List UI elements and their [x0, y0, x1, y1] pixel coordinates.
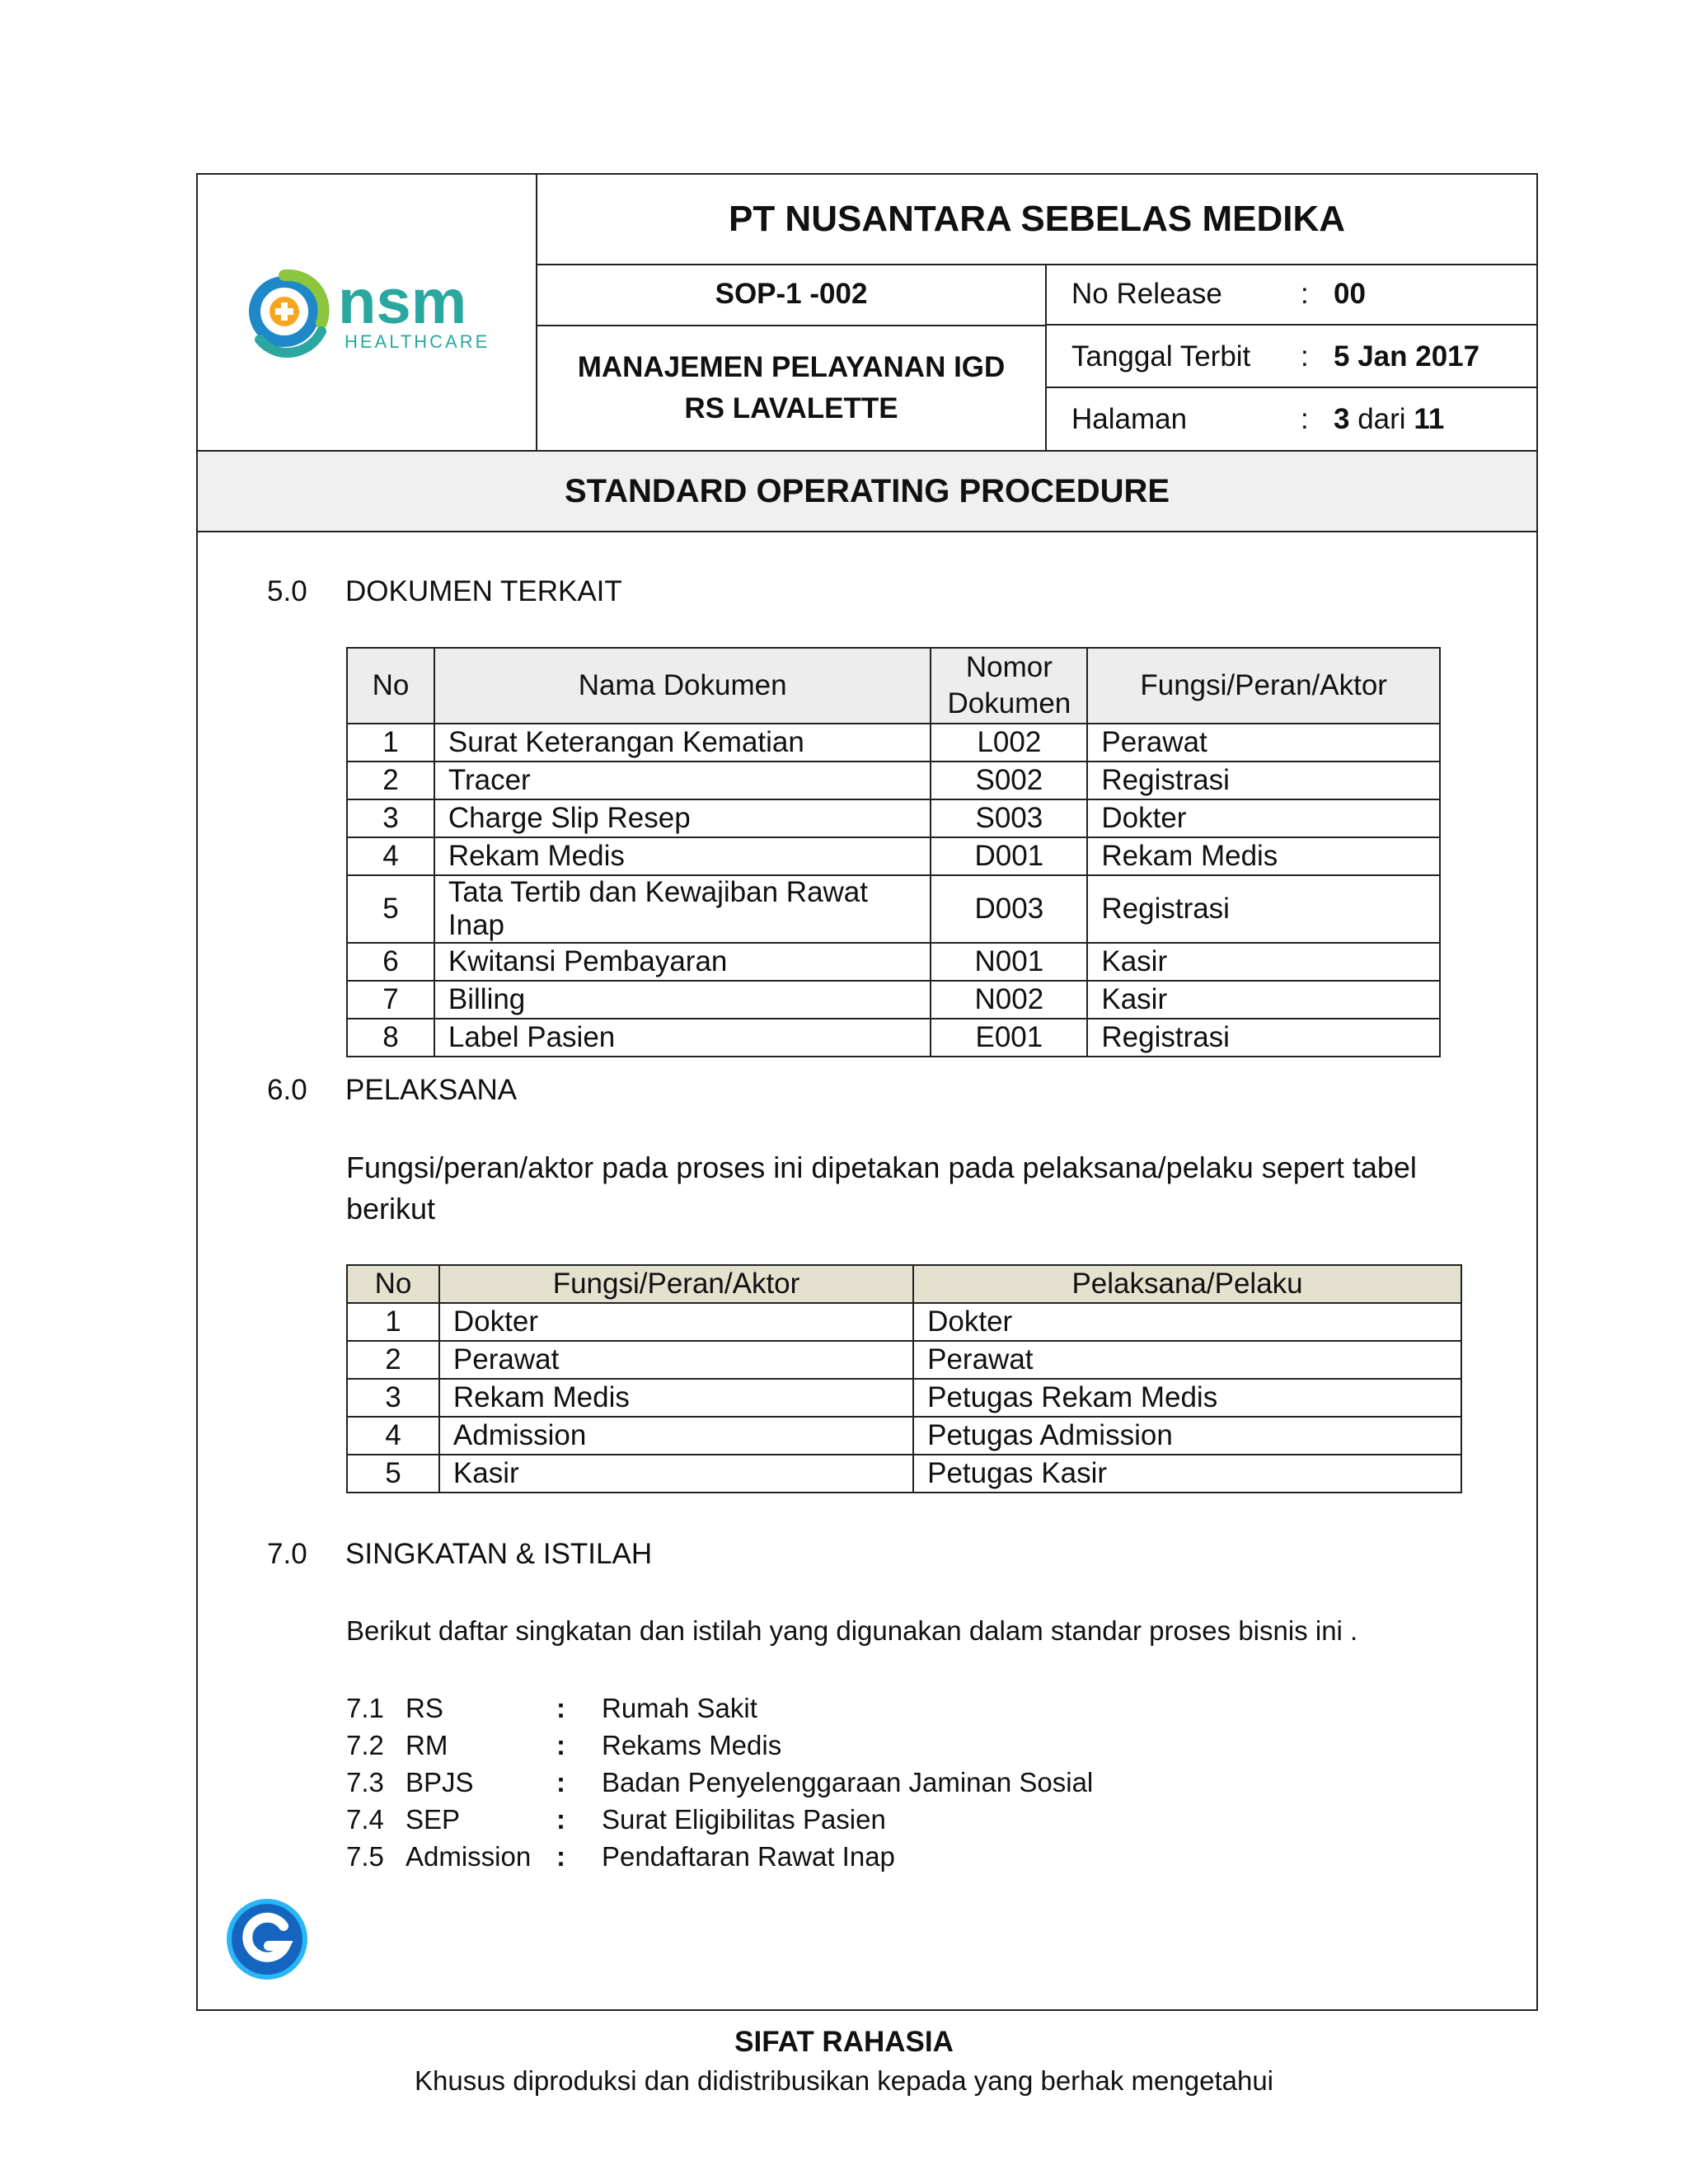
item-number: 7.1	[346, 1693, 384, 1723]
item-value: Pendaftaran Rawat Inap	[602, 1841, 895, 1872]
table-row	[347, 724, 1440, 762]
item-colon: :	[556, 1804, 565, 1835]
abbreviation-list	[346, 1690, 1170, 1875]
intro-line: berikut	[346, 1192, 436, 1226]
sop-title-line2: RS LAVALETTE	[684, 392, 898, 424]
item-number: 7.4	[346, 1804, 384, 1835]
item-number: 7.5	[346, 1841, 384, 1872]
cell-fungsi: Registrasi	[1087, 762, 1440, 799]
cell-fungsi: Rekam Medis	[439, 1379, 913, 1417]
column-header: Fungsi/Peran/Aktor	[439, 1265, 913, 1303]
table-row	[347, 1455, 1461, 1493]
section-title: PELAKSANA	[345, 1074, 518, 1106]
cell-no: 4	[347, 837, 434, 875]
section-number: 6.0	[267, 1074, 307, 1106]
cell-no: 5	[347, 1455, 439, 1493]
cell-nama-dokumen: Rekam Medis	[434, 837, 931, 875]
cell-nomor-dokumen: D001	[931, 837, 1087, 875]
halaman-label: Halaman	[1071, 402, 1188, 435]
cell-fungsi: Registrasi	[1087, 875, 1440, 943]
item-colon: :	[556, 1730, 565, 1760]
halaman-current: 3	[1334, 402, 1350, 435]
cell-pelaksana: Petugas Admission	[913, 1417, 1461, 1455]
nsm-healthcare-logo	[198, 175, 537, 450]
cell-no: 3	[347, 799, 434, 837]
badge-logo-icon	[226, 1898, 308, 1980]
list-item	[346, 1764, 1170, 1801]
cell-fungsi: Dokter	[1087, 799, 1440, 837]
item-key: RS	[406, 1693, 443, 1723]
cell-fungsi: Perawat	[1087, 724, 1440, 762]
meta-halaman	[1047, 388, 1536, 450]
section-title: DOKUMEN TERKAIT	[345, 575, 622, 607]
table-row	[347, 875, 1440, 943]
table-row	[347, 1417, 1461, 1455]
cell-nomor-dokumen: E001	[931, 1019, 1087, 1057]
item-number: 7.3	[346, 1767, 384, 1797]
cell-no: 1	[347, 1303, 439, 1341]
item-colon: :	[556, 1767, 565, 1797]
cell-nomor-dokumen: S002	[931, 762, 1087, 799]
item-number: 7.2	[346, 1730, 384, 1760]
cell-fungsi: Kasir	[439, 1455, 913, 1493]
column-header: No	[347, 648, 434, 724]
list-item	[346, 1690, 1170, 1727]
footer-note: Khusus diproduksi dan didistribusikan kepada yang berhak mengetahui	[414, 2065, 1273, 2096]
cell-nomor-dokumen: N002	[931, 981, 1087, 1019]
cell-nama-dokumen: Label Pasien	[434, 1019, 931, 1057]
meta-colon: :	[1301, 340, 1309, 373]
list-item	[346, 1801, 1170, 1838]
section-7-intro: Berikut daftar singkatan dan istilah yang digunakan dalam standar proses bisnis ini .	[346, 1615, 1358, 1646]
cell-no: 7	[347, 981, 434, 1019]
item-value: Badan Penyelenggaraan Jaminan Sosial	[602, 1767, 1094, 1797]
column-header: Nama Dokumen	[434, 648, 931, 724]
section-title: SINGKATAN & ISTILAH	[345, 1538, 653, 1570]
item-key: SEP	[406, 1804, 461, 1835]
cell-nama-dokumen: Charge Slip Resep	[434, 799, 931, 837]
section-6-intro	[346, 1147, 1417, 1230]
cell-pelaksana: Dokter	[913, 1303, 1461, 1341]
cell-fungsi: Dokter	[439, 1303, 913, 1341]
meta-tanggal-terbit	[1047, 326, 1536, 388]
list-item	[346, 1727, 1170, 1764]
tanggal-value: 5 Jan 2017	[1334, 340, 1480, 373]
footer-confidential: SIFAT RAHASIA	[734, 2026, 954, 2058]
cell-no: 2	[347, 1341, 439, 1379]
meta-no-release	[1047, 264, 1536, 326]
cell-fungsi: Kasir	[1087, 981, 1440, 1019]
cell-fungsi: Perawat	[439, 1341, 913, 1379]
sop-title	[537, 326, 1047, 450]
cell-pelaksana: Petugas Rekam Medis	[913, 1379, 1461, 1417]
cell-no: 6	[347, 943, 434, 981]
cell-fungsi: Admission	[439, 1417, 913, 1455]
cell-nama-dokumen: Billing	[434, 981, 931, 1019]
cell-no: 2	[347, 762, 434, 799]
logo-wordmark: nsm	[338, 267, 467, 337]
column-header: Nomor Dokumen	[931, 648, 1087, 724]
sop-title-line1: MANAJEMEN PELAYANAN IGD	[577, 351, 1006, 383]
table-row	[347, 1303, 1461, 1341]
table-row	[347, 799, 1440, 837]
cell-pelaksana: Petugas Kasir	[913, 1455, 1461, 1493]
table-row	[347, 943, 1440, 981]
item-colon: :	[556, 1841, 565, 1872]
cell-nama-dokumen: Tracer	[434, 762, 931, 799]
section-number: 5.0	[267, 575, 307, 607]
column-header: Pelaksana/Pelaku	[913, 1265, 1461, 1303]
cell-no: 1	[347, 724, 434, 762]
company-name: PT NUSANTARA SEBELAS MEDIKA	[537, 175, 1536, 265]
cell-nomor-dokumen: D003	[931, 875, 1087, 943]
cell-fungsi: Registrasi	[1087, 1019, 1440, 1057]
pelaksana-table	[346, 1264, 1462, 1493]
meta-colon: :	[1301, 402, 1309, 435]
header-info	[537, 175, 1536, 450]
cell-fungsi: Kasir	[1087, 943, 1440, 981]
sop-banner: STANDARD OPERATING PROCEDURE	[198, 450, 1536, 532]
tanggal-label: Tanggal Terbit	[1071, 340, 1251, 373]
section-number: 7.0	[267, 1538, 307, 1570]
cell-no: 5	[347, 875, 434, 943]
cell-no: 8	[347, 1019, 434, 1057]
table-row	[347, 1019, 1440, 1057]
item-value: Rekams Medis	[602, 1730, 782, 1760]
halaman-value	[1334, 403, 1444, 436]
cell-nama-dokumen: Surat Keterangan Kematian	[434, 724, 931, 762]
column-header: Fungsi/Peran/Aktor	[1087, 648, 1440, 724]
item-key: RM	[406, 1730, 448, 1760]
no-release-value: 00	[1334, 277, 1366, 310]
cell-no: 3	[347, 1379, 439, 1417]
item-key: Admission	[406, 1841, 532, 1872]
table-row	[347, 837, 1440, 875]
cell-nomor-dokumen: S003	[931, 799, 1087, 837]
cell-pelaksana: Perawat	[913, 1341, 1461, 1379]
intro-line: Fungsi/peran/aktor pada proses ini dipetakan pada pelaksana/pelaku sepert tabel	[346, 1151, 1417, 1184]
logo-cell	[198, 175, 537, 450]
table-row	[347, 1341, 1461, 1379]
item-value: Rumah Sakit	[602, 1693, 757, 1723]
table-row	[347, 762, 1440, 799]
cell-nomor-dokumen: N001	[931, 943, 1087, 981]
item-key: BPJS	[406, 1767, 474, 1797]
list-item	[346, 1838, 1170, 1875]
cell-no: 4	[347, 1417, 439, 1455]
cell-nama-dokumen: Kwitansi Pembayaran	[434, 943, 931, 981]
no-release-label: No Release	[1071, 277, 1222, 310]
halaman-total: 11	[1414, 402, 1445, 435]
halaman-of: dari	[1357, 402, 1406, 435]
cell-nomor-dokumen: L002	[931, 724, 1087, 762]
meta-colon: :	[1301, 277, 1309, 310]
dokumen-terkait-table	[346, 647, 1441, 1057]
sop-code: SOP-1 -002	[537, 264, 1047, 326]
column-header: No	[347, 1265, 439, 1303]
cell-nama-dokumen: Tata Tertib dan Kewajiban Rawat Inap	[434, 875, 931, 943]
table-row	[347, 1379, 1461, 1417]
item-colon: :	[556, 1693, 565, 1723]
item-value: Surat Eligibilitas Pasien	[602, 1804, 886, 1835]
cell-fungsi: Rekam Medis	[1087, 837, 1440, 875]
table-row	[347, 981, 1440, 1019]
logo-subtext: HEALTHCARE	[345, 331, 490, 352]
